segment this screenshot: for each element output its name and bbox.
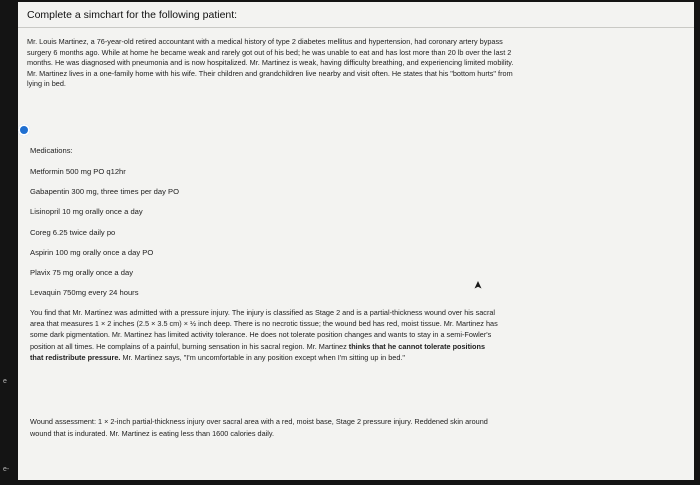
page-title: Complete a simchart for the following patient: — [27, 9, 238, 21]
document-page — [18, 2, 694, 480]
medications-header: Medications: — [30, 146, 73, 155]
edge-mark-text: e — [3, 378, 7, 385]
mouse-pointer-icon — [473, 280, 483, 290]
medication-item: Aspirin 100 mg orally once a day PO — [30, 247, 154, 257]
medication-item: Coreg 6.25 twice daily po — [30, 227, 116, 237]
assessment-text-part1: You find that Mr. Martinez was admitted with a pressure injury. The injury is classified as Stage 2 and is a partial-thickness wound over his sacral area that measures 1 × 2 inches (2.5 × 3.5 cm) × ½ inch deep. There is no necrotic tissue; the wound bed has red, moist tissue. Mr. Martinez has some dark pigmentation. Mr. Martinez has limited activity tolerance. He does not tolerate position changes and wants to stay in a semi-Fowler's position at all times. He complains of a painful, burning sensation in his sacral region. Mr. Martinez — [30, 308, 498, 351]
patient-intro-paragraph: Mr. Louis Martinez, a 76-year-old retired accountant with a medical history of type 2 diabetes mellitus and hypertension, had coronary artery bypass surgery 6 months ago. While at home he became weak and rarely got out of his bed; he was unable to eat and has lost more than 20 lb over the last 2 months. He was diagnosed with pneumonia and is now hospitalized. Mr. Martinez is weak, having difficulty breathing, and experiencing limited mobility. Mr. Martinez lives in a one-family home with his wife. Their children and grandchildren live nearby and visit often. He states that his "bottom hurts" from lying in bed. — [27, 37, 514, 89]
medication-list — [30, 165, 179, 306]
medication-item: Lisinopril 10 mg orally once a day — [30, 207, 143, 217]
pressure-injury-paragraph — [30, 307, 500, 363]
medication-item: Metformin 500 mg PO q12hr — [30, 167, 126, 176]
assessment-text-part2: Mr. Martinez says, "I'm uncomfortable in any position except when I'm sitting up in bed." — [120, 352, 406, 362]
wound-assessment-paragraph: Wound assessment: 1 × 2-inch partial-thickness injury over sacral area with a red, moist base, Stage 2 pressure injury. Reddened skin around wound that is indurated. Mr. Martinez is eating less than 1600 calories daily. — [30, 417, 488, 438]
medication-item: Plavix 75 mg orally once a day — [30, 267, 133, 277]
medication-item: Gabapentin 300 mg, three times per day PO — [30, 187, 180, 197]
step-marker-icon[interactable] — [18, 124, 30, 136]
edge-mark-text: e- — [3, 466, 10, 473]
question-header — [18, 2, 694, 28]
assessment-bold-text: thinks that he cannot tolerate positions that redistribute pressure. — [30, 341, 486, 362]
medication-item: Levaquin 750mg every 24 hours — [30, 288, 139, 298]
